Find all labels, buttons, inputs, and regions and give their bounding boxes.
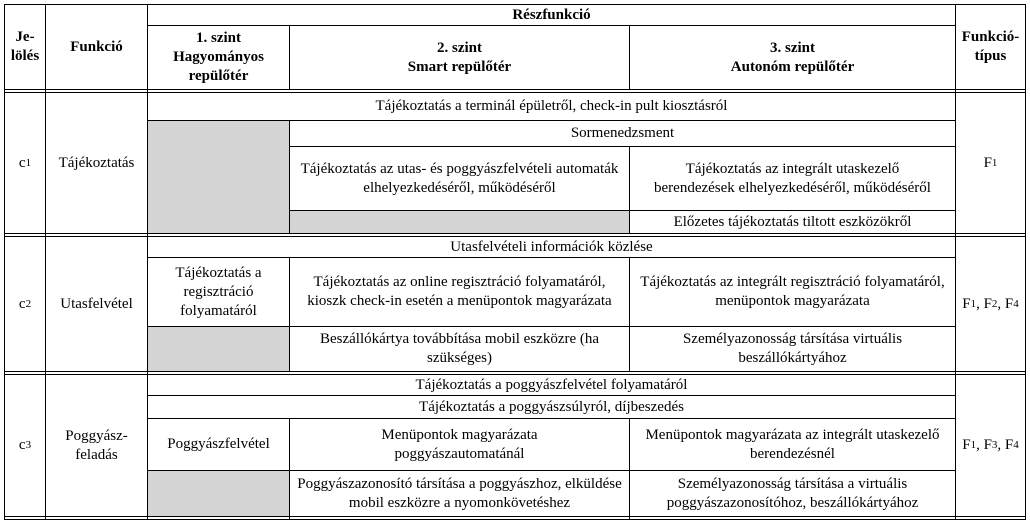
row-c2-level2-b: Beszállókártya továbbítása mobil eszközre (ha szükséges)	[319, 331, 600, 366]
row-c3-type-sep2: ,	[997, 437, 1005, 453]
header-level3-name: Autonóm repülőtér	[730, 58, 855, 75]
row-c1-level3-extra: Előzetes tájékoztatás tiltott eszközökről	[673, 213, 912, 230]
row-c2-type-f3-sub: 4	[1013, 297, 1019, 310]
row-c2-type	[956, 237, 1025, 371]
row-c3-function: Poggyász-feladás	[65, 427, 128, 463]
row-c3-id	[5, 375, 45, 516]
row-c2-type-f1-sub: 1	[970, 297, 977, 310]
empty-cell-c2-level1	[148, 327, 289, 371]
row-c3-level3-b: Személyazonosság társítása a virtuális poggyászazonosítóhoz, beszállókártyához	[666, 475, 919, 511]
row-c3-type-f2: F	[983, 437, 992, 453]
row-c1-queue-management: Sormenedzsment	[570, 125, 675, 141]
header-level2-name: Smart repülőtér	[407, 58, 512, 75]
row-c1-id	[5, 93, 45, 233]
row-c3-all-levels-a: Tájékoztatás a poggyászfelvétel folyamatáról	[415, 376, 688, 393]
row-c2-function: Utasfelvétel	[60, 295, 133, 312]
row-c1-level2: Tájékoztatás az utas- és poggyászfelvételi automaták elhelyezkedéséről, működéséről	[300, 160, 619, 196]
header-level3-number: 3. szint	[770, 39, 815, 56]
row-c3-type-f2-sub: 3	[991, 439, 998, 451]
row-c2-id-letter: c	[18, 295, 26, 312]
row-c2-level3-b: Személyazonosság társítása virtuális beszállókártyához	[682, 331, 903, 366]
row-c3-id-sub: 3	[25, 439, 32, 451]
row-c3-level1: Poggyászfelvétel	[167, 436, 270, 452]
row-c2-level2: Tájékoztatás az online regisztráció folyamatáról, kioszk check-in esetén a menüpontok magyarázata	[307, 274, 612, 309]
row-c2-id-sub: 2	[25, 297, 32, 310]
empty-cell-c1-level1	[148, 121, 289, 233]
row-c1-level3: Tájékoztatás az integrált utaskezelő berendezések elhelyezkedéséről, működéséről	[654, 160, 931, 196]
row-c3-type-f3: F	[1004, 437, 1014, 453]
row-c1-all-levels: Tájékoztatás a terminál épületről, check-in pult kiosztásról	[375, 98, 728, 114]
row-c2-level3: Tájékoztatás az integrált regisztráció folyamatáról, menüpontok magyarázata	[640, 274, 945, 309]
header-level1-name: Hagyományos repülőtér	[173, 49, 264, 84]
row-c1-id-sub: 1	[25, 156, 32, 169]
row-c3-level2: Menüpontok magyarázata poggyászautomatánál	[381, 426, 538, 462]
header-funkcio: Funkció	[70, 38, 123, 55]
row-c3-level2-b: Poggyászazonosító társítása a poggyászhoz, elküldése mobil eszközre a nyomonkövetéshez	[297, 475, 622, 511]
row-c3-level3: Menüpontok magyarázata az integrált utaskezelő berendezésnél	[645, 426, 940, 462]
row-c2-all-levels: Utasfelvételi információk közlése	[450, 238, 653, 255]
header-funkciotipus: Funkció-típus	[961, 29, 1020, 64]
row-c2-type-f2: F	[983, 295, 992, 312]
row-c1-type-letter: F	[983, 154, 992, 171]
row-c3-type-f3-sub: 4	[1013, 439, 1019, 451]
row-c2-type-f1: F	[962, 295, 971, 312]
header-reszfunkcio: Részfunkció	[512, 6, 591, 23]
row-c3-type-f1: F	[962, 437, 971, 453]
row-c3-all-levels-b: Tájékoztatás a poggyászsúlyról, díjbeszedés	[419, 398, 684, 415]
header-level1	[148, 26, 289, 89]
row-c1-id-letter: c	[18, 154, 26, 171]
row-c2-type-f3: F	[1004, 295, 1014, 312]
row-c2-type-sep1: ,	[976, 295, 984, 312]
header-level2-number: 2. szint	[437, 39, 482, 56]
row-c2-level1: Tájékoztatás a regisztráció folyamatáról	[175, 264, 262, 319]
empty-cell-c1-level2	[290, 211, 629, 233]
header-level3	[630, 26, 955, 89]
row-c3-type-sep1: ,	[976, 437, 984, 453]
row-c1-type-sub: 1	[991, 156, 998, 169]
row-c3-type	[956, 375, 1025, 516]
row-c1-function: Tájékoztatás	[58, 154, 135, 171]
row-c2-type-f2-sub: 2	[991, 297, 998, 310]
row-c3-type-f1-sub: 1	[970, 439, 977, 451]
row-c3-id-letter: c	[18, 437, 26, 453]
row-c2-type-sep2: ,	[997, 295, 1005, 312]
header-level1-number: 1. szint	[196, 30, 241, 46]
header-jeloles: Je-lölés	[10, 29, 40, 64]
row-c1-type	[956, 93, 1025, 233]
header-level2	[290, 26, 629, 89]
empty-cell-c3-level1	[148, 471, 289, 516]
row-c2-id	[5, 237, 45, 371]
